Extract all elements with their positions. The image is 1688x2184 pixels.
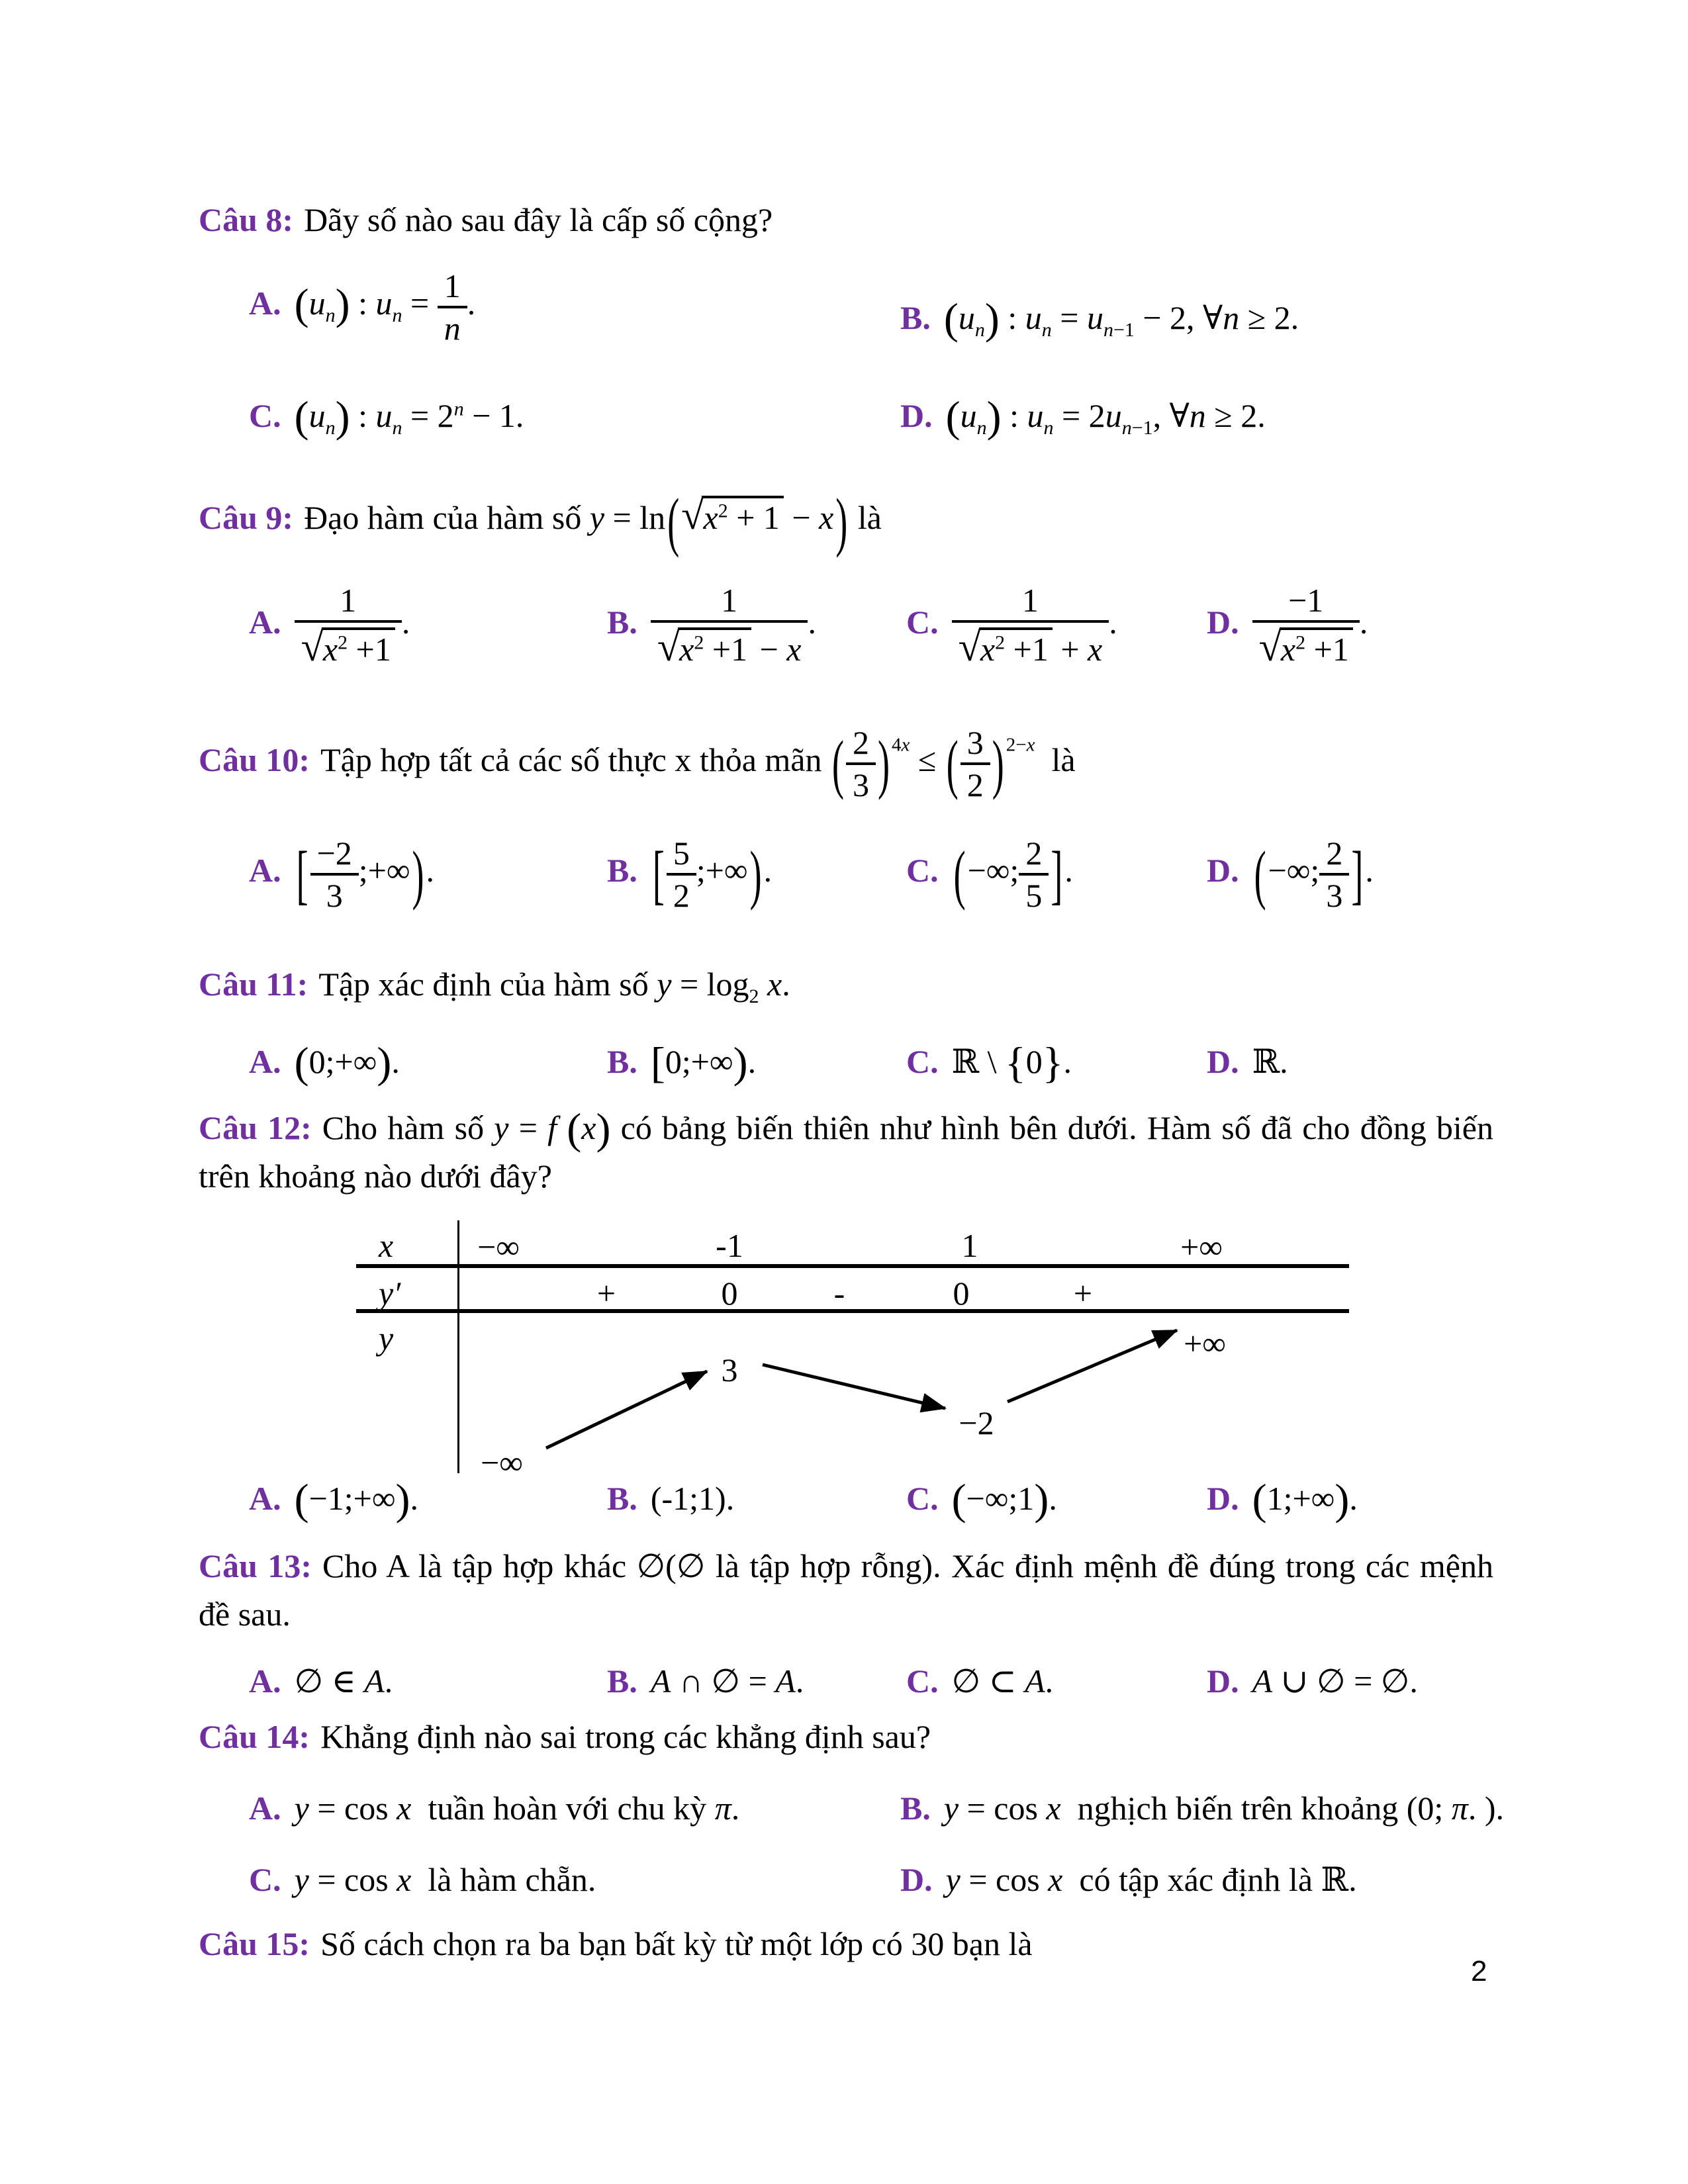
- question-10-statement: [199, 725, 1493, 803]
- option-c-math: $\frac{1}{√x^2 +1 + x}$ .: [952, 604, 1117, 641]
- option-c-math: y = cos x là hàm chẵn.: [294, 1861, 596, 1898]
- increasing-arrow-1: [546, 1371, 707, 1448]
- option-b-letter: B.: [607, 1662, 637, 1700]
- question-11-option-d: [1207, 1040, 1288, 1083]
- question-8-option-a: [249, 268, 475, 346]
- option-b-math: $\frac{1}{√x^2 +1 - x}$ .: [651, 604, 816, 641]
- question-12-option-c: [906, 1475, 1057, 1524]
- table-x-value-minus-1: -1: [716, 1227, 743, 1264]
- question-8-option-b: [900, 295, 1299, 343]
- table-yprime-sign-2: -: [833, 1275, 845, 1312]
- question-14-option-b: [900, 1787, 1504, 1830]
- table-yprime-sign-3: +: [1073, 1275, 1093, 1312]
- option-a-letter: A.: [249, 285, 281, 322]
- question-14-statement: [199, 1715, 1493, 1758]
- question-8-text: Dãy số nào sau đây là cấp số cộng?: [304, 201, 773, 238]
- option-a-letter: A.: [249, 1480, 281, 1517]
- question-12-option-a: [249, 1475, 419, 1524]
- question-12-option-d: [1207, 1475, 1358, 1524]
- option-c-letter: C.: [906, 1043, 939, 1080]
- option-a-math: y = cos x tuần hoàn với chu kỳ π.: [294, 1790, 740, 1827]
- question-15-text: Số cách chọn ra ba bạn bất kỳ từ một lớp có 30 bạn là: [320, 1925, 1033, 1962]
- option-a-letter: A.: [249, 852, 281, 889]
- option-d-letter: D.: [1207, 852, 1239, 889]
- option-a-math: [ $\frac{-2}{3}$ ;+∞).: [296, 835, 435, 914]
- question-12-label: Câu 12:: [199, 1109, 312, 1146]
- question-14-option-c: [249, 1858, 596, 1901]
- option-d-math: ℝ.: [1252, 1043, 1288, 1080]
- page-number: 2: [1471, 1955, 1487, 1987]
- table-row-y-label: y: [379, 1320, 394, 1357]
- option-d-math: A ∪ ∅ = ∅.: [1252, 1662, 1418, 1700]
- question-8-statement: [199, 199, 1493, 242]
- question-12-option-b: [607, 1477, 734, 1520]
- option-a-math: ∅ ∈ A.: [294, 1662, 393, 1700]
- option-d-letter: D.: [900, 1861, 933, 1898]
- option-c-math: $(u_n)$ : $u_n = 2^n - 1$.: [294, 392, 524, 441]
- option-b-letter: B.: [607, 852, 637, 889]
- question-9-option-a: [249, 582, 410, 670]
- question-11-option-b: [607, 1038, 757, 1087]
- question-11-statement: [199, 963, 1493, 1006]
- option-d-letter: D.: [900, 397, 933, 434]
- question-15-label: Câu 15:: [199, 1925, 310, 1962]
- option-a-letter: A.: [249, 1043, 281, 1080]
- question-13-label: Câu 13:: [199, 1547, 312, 1584]
- option-c-math: ∅ ⊂ A.: [951, 1662, 1054, 1700]
- option-c-letter: C.: [906, 1480, 939, 1517]
- option-b-math: A ∩ ∅ = A.: [650, 1662, 804, 1700]
- variation-table: [351, 1211, 1357, 1481]
- table-row-yprime-label: y′: [379, 1275, 401, 1312]
- question-11-text: Tập xác định của hàm số $y = \log_2 x$.: [318, 966, 790, 1007]
- question-14-option-a: [249, 1787, 739, 1830]
- table-y-start-neg-inf: −∞: [481, 1444, 523, 1481]
- question-9-text: Đạo hàm của hàm số $y = \ln(√x^2 + 1 - x)$ là: [304, 484, 882, 559]
- variation-arrows: [351, 1211, 1357, 1476]
- question-14-option-d: [900, 1858, 1357, 1901]
- option-b-math: $(u_n)$ : $u_n = u_{n-1} - 2$, ∀n ≥ 2.: [943, 295, 1299, 343]
- option-a-letter: A.: [249, 604, 281, 641]
- option-b-letter: B.: [607, 1043, 637, 1080]
- option-d-math: (−∞; $\frac{2}{3}$ ].: [1254, 835, 1374, 914]
- decreasing-arrow: [763, 1365, 945, 1408]
- option-a-letter: A.: [249, 1662, 281, 1700]
- question-9-statement: [199, 484, 1493, 559]
- option-b-math: [0;+∞).: [650, 1038, 757, 1087]
- increasing-arrow-2: [1008, 1330, 1177, 1402]
- option-d-math: (1;+∞).: [1252, 1475, 1358, 1524]
- question-12-statement: [199, 1104, 1493, 1200]
- option-b-letter: B.: [607, 1480, 637, 1517]
- option-c-letter: C.: [249, 397, 281, 434]
- option-b-letter: B.: [900, 1790, 931, 1827]
- question-9-option-c: [906, 582, 1117, 670]
- option-c-letter: C.: [906, 1662, 939, 1700]
- option-b-math: (-1;1).: [650, 1480, 735, 1517]
- question-13-text: Cho A là tập hợp khác ∅(∅ là tập hợp rỗng). Xác định mệnh đề đúng trong các mệnh đề sau.: [199, 1547, 1493, 1633]
- question-9-label: Câu 9:: [199, 499, 294, 536]
- option-c-math: ℝ \ {0}.: [951, 1038, 1072, 1087]
- question-13-option-c: [906, 1660, 1053, 1703]
- question-10-text: Tập hợp tất cả các số thực x thỏa mãn ( $\frac{2}{3}$ ) $^{4x}$ ≤ ( $\frac{3}{2}$ ) $^{2-x}$ là: [320, 724, 1076, 803]
- option-d-letter: D.: [1207, 1480, 1239, 1517]
- option-b-letter: B.: [607, 604, 637, 641]
- question-8-option-d: [900, 392, 1266, 441]
- question-10-option-b: [607, 835, 772, 913]
- option-d-math: $\frac{-1}{√x^2 +1}$ .: [1252, 604, 1368, 641]
- question-10-option-d: [1207, 835, 1374, 913]
- option-a-math: $\frac{1}{√x^2 +1}$ .: [295, 604, 410, 641]
- question-11-label: Câu 11:: [199, 966, 308, 1003]
- question-14-text: Khẳng định nào sai trong các khẳng định sau?: [320, 1718, 931, 1755]
- question-14-label: Câu 14:: [199, 1718, 310, 1755]
- table-y-trough: −2: [959, 1404, 994, 1441]
- option-a-math: $(u_n)$ : $u_n$ = $\frac{1}{n}$ .: [294, 267, 476, 347]
- option-a-math: (0;+∞).: [294, 1038, 400, 1087]
- question-13-option-d: [1207, 1660, 1418, 1703]
- option-b-math: [ $\frac{5}{2}$ ;+∞).: [652, 835, 773, 914]
- option-a-letter: A.: [249, 1790, 281, 1827]
- question-13-option-a: [249, 1660, 393, 1703]
- table-y-end-pos-inf: +∞: [1184, 1325, 1226, 1362]
- question-15-statement: [199, 1923, 1493, 1966]
- option-a-math: (−1;+∞).: [294, 1475, 419, 1524]
- question-10-label: Câu 10:: [199, 741, 310, 779]
- option-d-math: y = cos x có tập xác định là ℝ.: [945, 1861, 1357, 1898]
- option-b-math: y = cos x nghịch biến trên khoảng (0; π. ).: [943, 1790, 1504, 1827]
- question-9-option-b: [607, 582, 816, 670]
- question-12-text: Cho hàm số y = f (x) có bảng biến thiên như hình bên dưới. Hàm số đã cho đồng biến trên khoảng nào dưới đây?: [199, 1105, 1493, 1195]
- option-d-letter: D.: [1207, 1043, 1239, 1080]
- option-d-letter: D.: [1207, 604, 1239, 641]
- table-y-peak: 3: [721, 1351, 738, 1388]
- table-yprime-zero-2: 0: [953, 1275, 970, 1312]
- question-11-option-a: [249, 1038, 400, 1087]
- table-x-value-pos-inf: +∞: [1180, 1228, 1223, 1265]
- table-x-value-1: 1: [961, 1227, 978, 1264]
- question-8-option-c: [249, 392, 524, 441]
- table-yprime-sign-1: +: [596, 1275, 616, 1312]
- option-c-letter: C.: [906, 604, 939, 641]
- question-9-option-d: [1207, 582, 1368, 670]
- table-row-x-label: x: [379, 1227, 394, 1264]
- option-d-letter: D.: [1207, 1662, 1239, 1700]
- table-x-value-neg-inf: −∞: [477, 1228, 520, 1265]
- option-c-letter: C.: [249, 1861, 281, 1898]
- option-c-math: (−∞; $\frac{2}{5}$ ].: [953, 835, 1073, 914]
- question-11-option-c: [906, 1038, 1072, 1087]
- question-8-label: Câu 8:: [199, 201, 294, 238]
- table-yprime-zero-1: 0: [721, 1275, 738, 1312]
- question-13-statement: [199, 1542, 1493, 1638]
- question-13-option-b: [607, 1660, 804, 1703]
- question-10-option-a: [249, 835, 434, 913]
- question-10-option-c: [906, 835, 1073, 913]
- option-c-letter: C.: [906, 852, 939, 889]
- option-c-math: (−∞;1).: [951, 1475, 1057, 1524]
- option-b-letter: B.: [900, 299, 931, 336]
- option-d-math: $(u_n)$ : $u_n = 2u_{n-1}$, ∀n ≥ 2.: [945, 392, 1266, 441]
